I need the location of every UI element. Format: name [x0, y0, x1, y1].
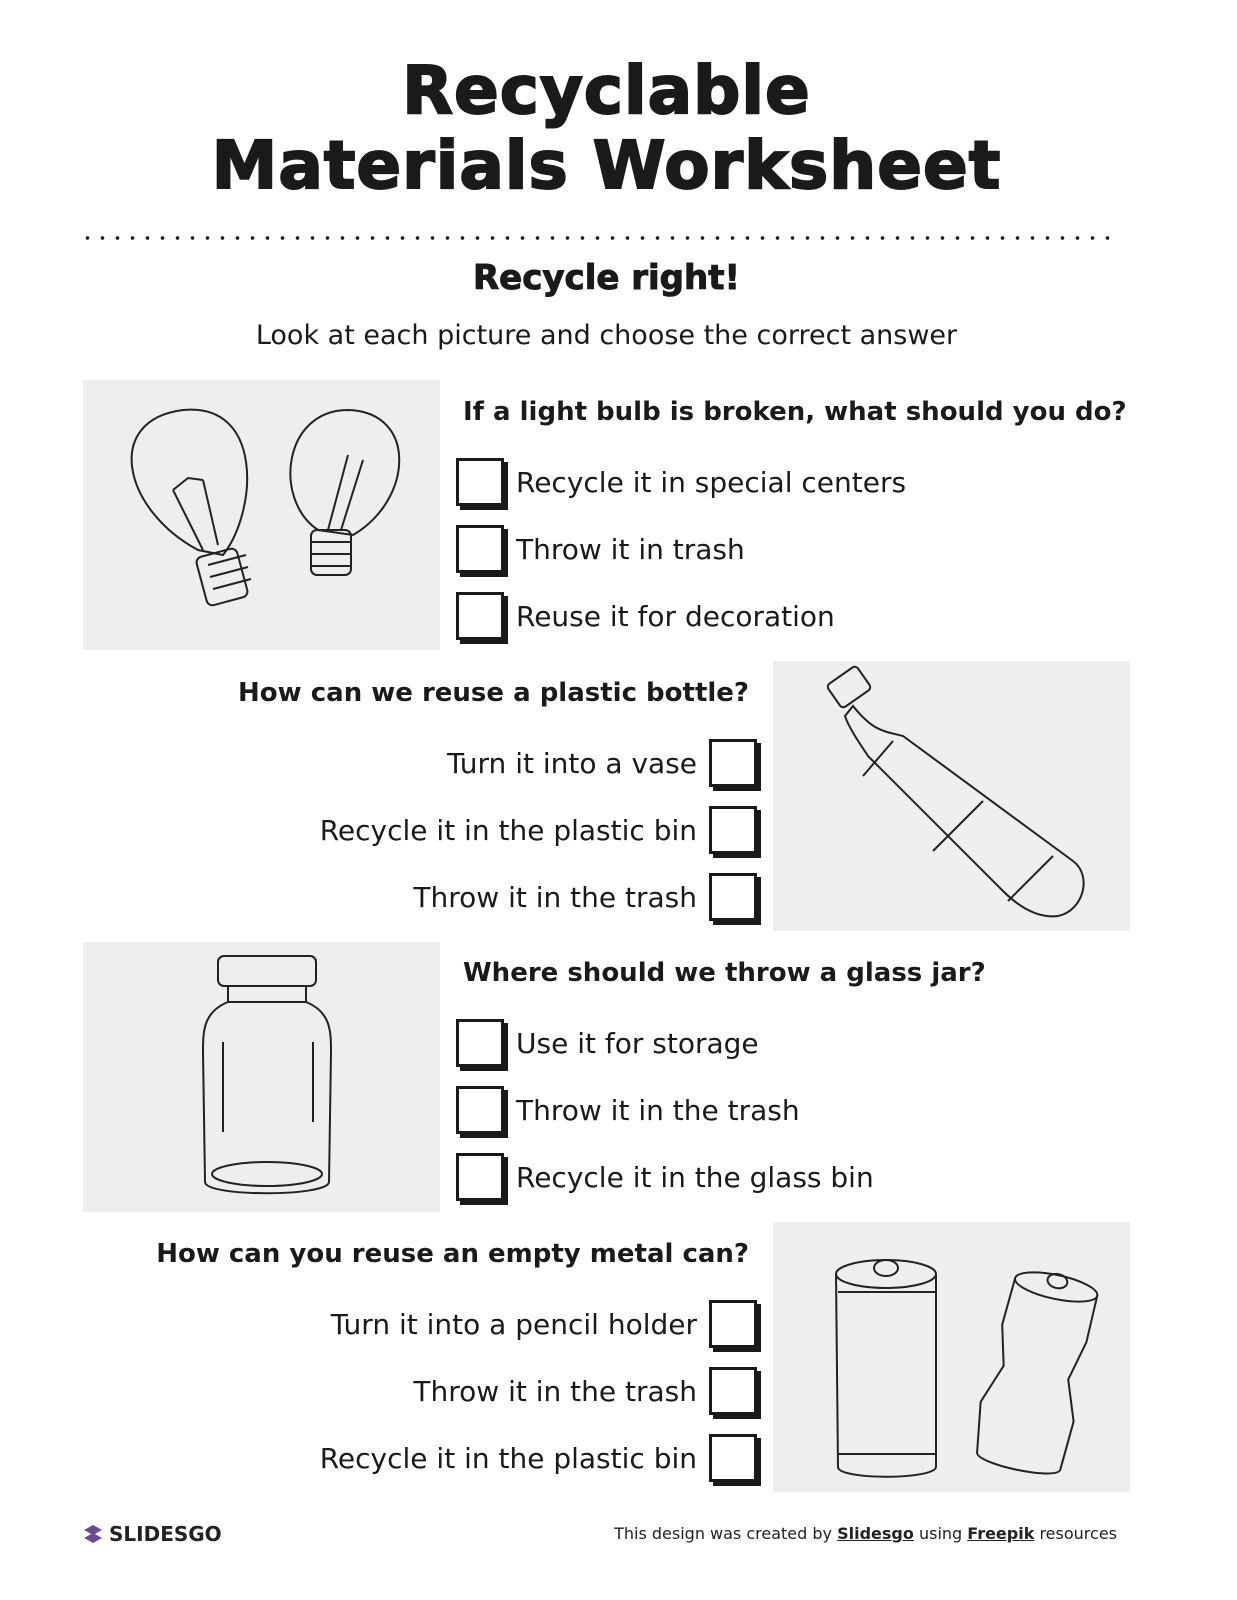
q4-option-2[interactable] [413, 1367, 757, 1415]
metal-cans-image [773, 1222, 1130, 1492]
slidesgo-logo [83, 1522, 222, 1546]
credit-mid: using [918, 1524, 963, 1543]
checkbox[interactable] [709, 873, 757, 921]
glass-jar-image [83, 942, 440, 1212]
q4-option-1[interactable] [331, 1300, 757, 1348]
option-label: Throw it in trash [516, 532, 745, 566]
option-label: Recycle it in the plastic bin [319, 813, 697, 847]
option-label: Recycle it in special centers [516, 465, 907, 499]
question-3: Where should we throw a glass jar? [463, 958, 986, 988]
checkbox[interactable] [709, 1367, 757, 1415]
title-line-2: Materials Worksheet [211, 127, 1002, 204]
q3-option-3[interactable] [456, 1153, 874, 1201]
question-1: If a light bulb is broken, what should you do? [463, 397, 1127, 427]
q1-option-1[interactable] [456, 458, 906, 506]
question-4: How can you reuse an empty metal can? [156, 1239, 749, 1269]
q2-option-3[interactable] [413, 873, 757, 921]
checkbox[interactable] [709, 739, 757, 787]
checkbox[interactable] [456, 525, 504, 573]
checkbox[interactable] [456, 1086, 504, 1134]
q3-option-2[interactable] [456, 1086, 800, 1134]
option-label: Throw it in the trash [413, 880, 697, 914]
option-label: Turn it into a vase [446, 746, 697, 780]
credit-line [614, 1524, 1117, 1543]
q3-option-1[interactable] [456, 1019, 759, 1067]
q2-option-2[interactable] [320, 806, 757, 854]
checkbox[interactable] [709, 1434, 757, 1482]
checkbox[interactable] [709, 806, 757, 854]
logo-text: SLIDESGO [109, 1522, 222, 1546]
option-label: Throw it in the trash [516, 1093, 800, 1127]
checkbox[interactable] [456, 592, 504, 640]
q1-option-3[interactable] [456, 592, 835, 640]
option-label: Throw it in the trash [413, 1374, 697, 1408]
checkbox[interactable] [456, 1019, 504, 1067]
question-2: How can we reuse a plastic bottle? [238, 678, 749, 708]
option-label: Recycle it in the plastic bin [319, 1441, 697, 1475]
credit-prefix: This design was created by [614, 1524, 833, 1543]
option-label: Recycle it in the glass bin [516, 1160, 874, 1194]
credit-suffix: resources [1039, 1524, 1117, 1543]
option-label: Reuse it for decoration [516, 599, 835, 633]
freepik-link[interactable]: Freepik [967, 1524, 1035, 1543]
q2-option-1[interactable] [447, 739, 757, 787]
checkbox[interactable] [709, 1300, 757, 1348]
instructions: Look at each picture and choose the correct answer [255, 320, 958, 351]
q4-option-3[interactable] [320, 1434, 757, 1482]
slidesgo-logo-icon [83, 1524, 103, 1544]
title-line-1: Recyclable [402, 52, 811, 129]
dotted-divider [80, 236, 1120, 240]
plastic-bottle-image [773, 661, 1130, 931]
slidesgo-link[interactable]: Slidesgo [837, 1524, 914, 1543]
subtitle: Recycle right! [473, 258, 740, 298]
option-label: Use it for storage [516, 1026, 759, 1060]
checkbox[interactable] [456, 458, 504, 506]
light-bulbs-image [83, 380, 440, 650]
q1-option-2[interactable] [456, 525, 745, 573]
option-label: Turn it into a pencil holder [330, 1307, 697, 1341]
checkbox[interactable] [456, 1153, 504, 1201]
